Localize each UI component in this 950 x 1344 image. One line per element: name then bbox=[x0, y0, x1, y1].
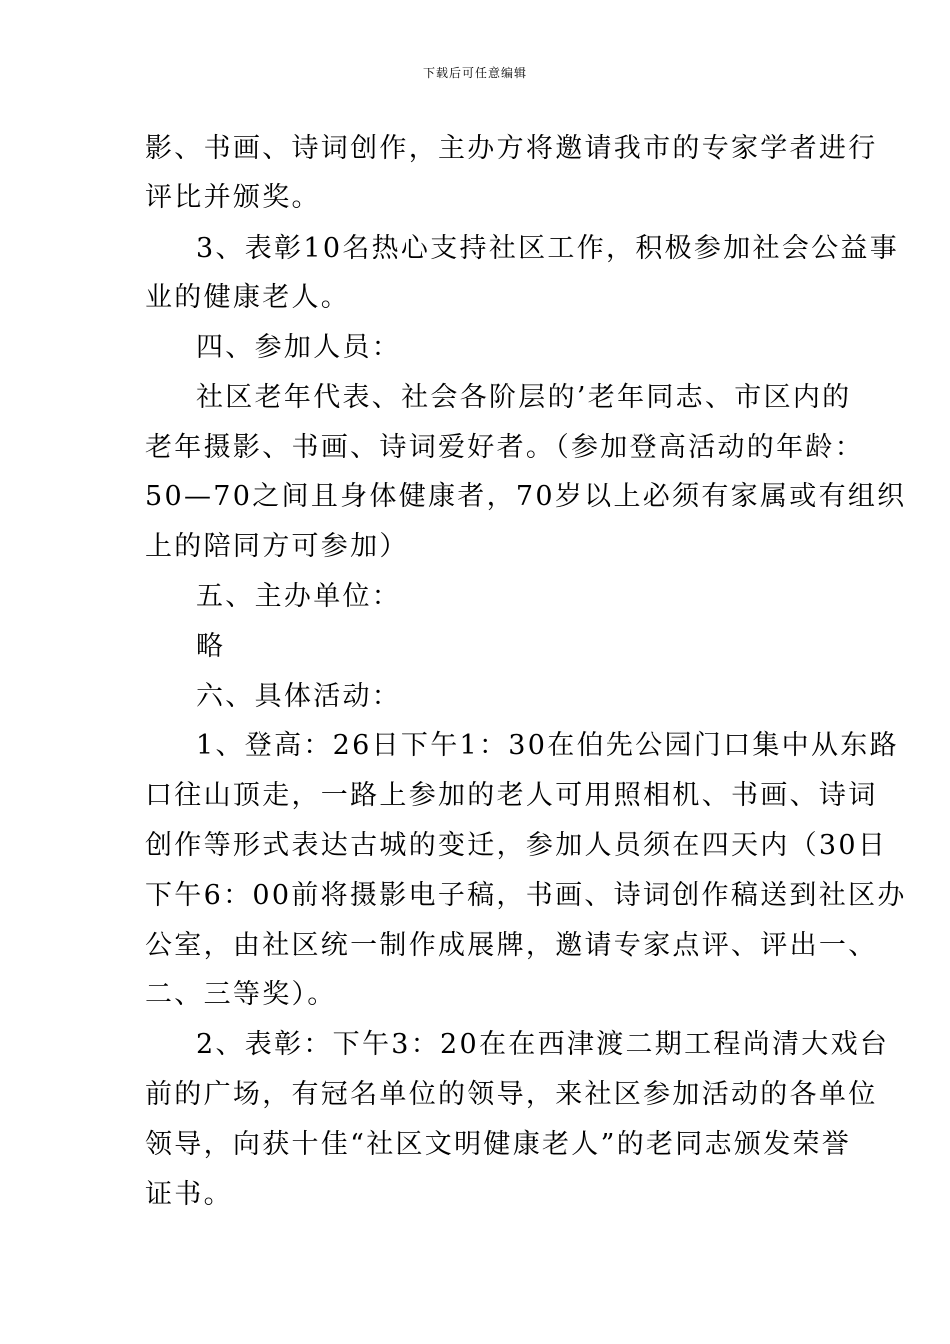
text-line: 二、三等奖）。 bbox=[145, 979, 337, 1010]
text-line: 3、表彰10名热心支持社区工作，积极参加社会公益事 bbox=[196, 233, 900, 264]
text-line: 前的广场，有冠名单位的领导，来社区参加活动的各单位 bbox=[145, 1079, 878, 1110]
text-line: 上的陪同方可参加） bbox=[145, 531, 409, 562]
text-line: 2、表彰：下午3：20在在西津渡二期工程尚清大戏台 bbox=[196, 1029, 890, 1060]
text-line: 领导，向获十佳“社区文明健康老人”的老同志颁发荣誉 bbox=[145, 1129, 852, 1160]
text-line: 下午6：00前将摄影电子稿，书画、诗词创作稿送到社区办 bbox=[145, 880, 907, 911]
text-line: 创作等形式表达古城的变迁，参加人员须在四天内（30日 bbox=[145, 830, 888, 861]
text-line: 证书。 bbox=[145, 1179, 233, 1210]
text-line: 1、登高：26日下午1：30在伯先公园门口集中从东路 bbox=[196, 730, 899, 761]
section-heading: 四、参加人员： bbox=[196, 332, 402, 363]
section-heading: 五、主办单位： bbox=[196, 581, 402, 612]
text-line: 口往山顶走，一路上参加的老人可用照相机、书画、诗词 bbox=[145, 780, 878, 811]
text-line: 评比并颁奖。 bbox=[145, 182, 321, 213]
text-line: 老年摄影、书画、诗词爱好者。（参加登高活动的年龄： bbox=[145, 432, 864, 463]
text-line: 业的健康老人。 bbox=[145, 282, 351, 313]
page-header: 下载后可任意编辑 bbox=[422, 66, 527, 80]
text-line: 社区老年代表、社会各阶层的’老年同志、市区内的 bbox=[196, 382, 852, 413]
text-line: 50—70之间且身体健康者，70岁以上必须有家属或有组织 bbox=[145, 481, 907, 512]
section-heading: 六、具体活动： bbox=[196, 681, 402, 712]
text-line: 略 bbox=[196, 631, 226, 662]
text-line: 公室，由社区统一制作成展牌，邀请专家点评、评出一、 bbox=[145, 930, 878, 961]
text-line: 影、书画、诗词创作，主办方将邀请我市的专家学者进行 bbox=[145, 133, 878, 164]
